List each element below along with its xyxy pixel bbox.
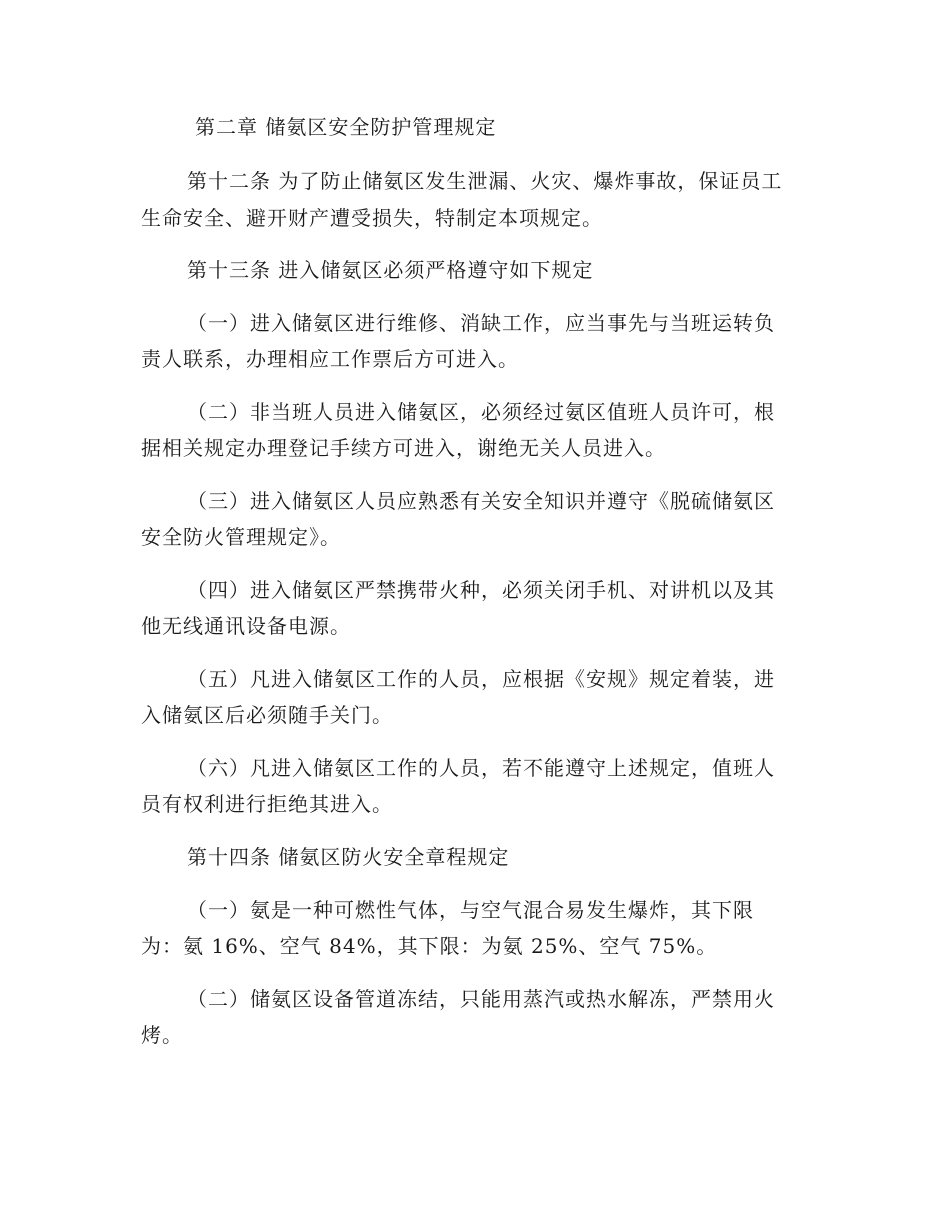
article-13-item-4-line-2: 他无线通讯设备电源。: [141, 614, 351, 638]
article-13-item-2-line-2: 据相关规定办理登记手续方可进入，谢绝无关人员进入。: [141, 436, 666, 460]
article-13-heading: 第十三条 进入储氨区必须严格遵守如下规定: [187, 258, 594, 282]
chapter-heading: 第二章 储氨区安全防护管理规定: [195, 115, 497, 139]
article-14-item-1-line-2: 为：氨 16%、空气 84%，其下限：为氨 25%、空气 75%。: [141, 934, 718, 958]
article-13-item-6-line-2: 员有权利进行拒绝其进入。: [141, 792, 393, 816]
article-13-item-2-line-1: （二）非当班人员进入储氨区，必须经过氨区值班人员许可，根: [187, 400, 775, 424]
article-12-line-1: 第十二条 为了防止储氨区发生泄漏、火灾、爆炸事故，保证员工: [187, 169, 783, 193]
article-14-heading: 第十四条 储氨区防火安全章程规定: [187, 845, 510, 869]
article-13-item-1-line-1: （一）进入储氨区进行维修、消缺工作，应当事先与当班运转负: [187, 311, 775, 335]
article-13-item-3-line-2: 安全防火管理规定》。: [141, 525, 341, 549]
article-13-item-6-line-1: （六）凡进入储氨区工作的人员，若不能遵守上述规定，值班人: [187, 756, 775, 780]
article-14-item-2-line-1: （二）储氨区设备管道冻结，只能用蒸汽或热水解冻，严禁用火: [187, 987, 775, 1011]
article-13-item-5-line-1: （五）凡进入储氨区工作的人员，应根据《安规》规定着装，进: [187, 667, 775, 691]
article-13-item-3-line-1: （三）进入储氨区人员应熟悉有关安全知识并遵守《脱硫储氨区: [187, 489, 775, 513]
article-13-item-4-line-1: （四）进入储氨区严禁携带火种，必须关闭手机、对讲机以及其: [187, 578, 775, 602]
article-12-line-2: 生命安全、避开财产遭受损失，特制定本项规定。: [141, 206, 603, 230]
article-13-item-5-line-2: 入储氨区后必须随手关门。: [141, 703, 393, 727]
article-14-item-1-line-1: （一）氨是一种可燃性气体，与空气混合易发生爆炸，其下限: [187, 898, 754, 922]
article-13-item-1-line-2: 责人联系，办理相应工作票后方可进入。: [141, 347, 519, 371]
article-14-item-2-line-2: 烤。: [141, 1023, 183, 1047]
